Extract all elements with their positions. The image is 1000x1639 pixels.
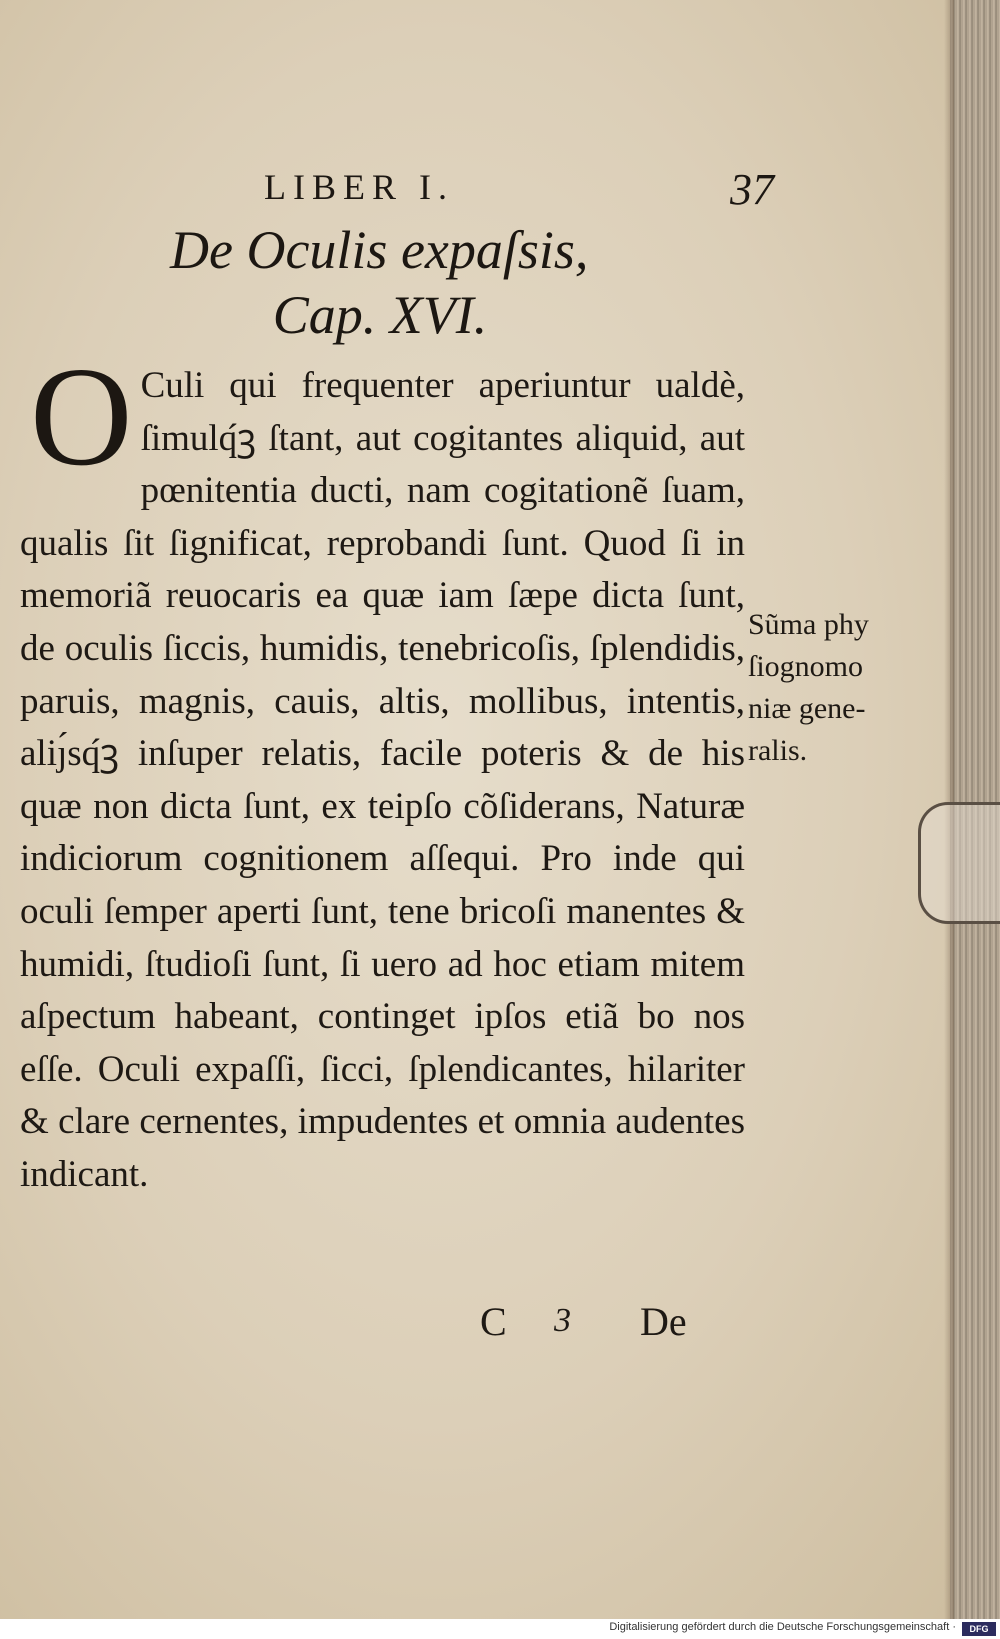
- footer-bar: [0, 1619, 1000, 1639]
- signature-mark: C: [480, 1299, 507, 1344]
- chapter-title-line-2: Cap. XVI.: [272, 285, 488, 345]
- page-number: 37: [730, 165, 774, 214]
- body-text: [20, 337, 745, 1202]
- marginal-note-line: ralis.: [748, 734, 808, 767]
- funding-credit: Digitalisierung gefördert durch die Deutsche Forschungsgemeinschaft ·: [609, 1621, 956, 1633]
- marginal-note-line: Sũma phy: [748, 608, 869, 641]
- body-paragraph: Culi qui frequenter aperiuntur ualdè, ſimulq́ꝫ ſtant, aut cogitantes aliquid, aut pœnitentia ducti, nam cogitationẽ ſuam, qualis ſit ſignificat, reprobandi ſunt. Quod ſi in memoriã reuocaris ea quæ iam ſæpe dicta ſunt, de oculis ſiccis, humidis, tenebricoſis, ſplendidis, paruis, magnis, cauis, altis, mollibus, intentis, aliȷ́sq́ꝫ inſuper relatis, facile poteris & de his quæ non dicta ſunt, ex teipſo cõſiderans, Naturæ indiciorum cognitionem aſſequi. Pro inde qui oculi ſemper aperti ſunt, tene bricoſi manentes & humidi, ſtudioſi ſunt, ſi uero ad hoc etiam mitem aſpectum habeant, continget ipſos etiã bo nos eſſe. Oculi expaſſi, ſicci, ſplendicantes, hilariter & clare cernentes, impudentes et omnia audentes indicant.: [20, 365, 745, 1195]
- chapter-title: [170, 218, 690, 348]
- running-head: LIBER I.: [264, 167, 454, 207]
- drop-cap: O: [30, 337, 133, 495]
- marginal-note-line: niæ gene-: [748, 692, 866, 725]
- chapter-title-line-1: De Oculis expaſsis,: [170, 220, 589, 280]
- dfg-logo-icon: DFG: [962, 1622, 996, 1636]
- page-header: [264, 166, 774, 226]
- clip-tab: [918, 802, 1000, 924]
- marginal-note-line: ſiognomo: [748, 650, 864, 683]
- signature-number: 3: [554, 1302, 571, 1339]
- catchword: De: [640, 1299, 687, 1344]
- signature-line: [480, 1298, 720, 1358]
- marginal-note: [748, 604, 898, 772]
